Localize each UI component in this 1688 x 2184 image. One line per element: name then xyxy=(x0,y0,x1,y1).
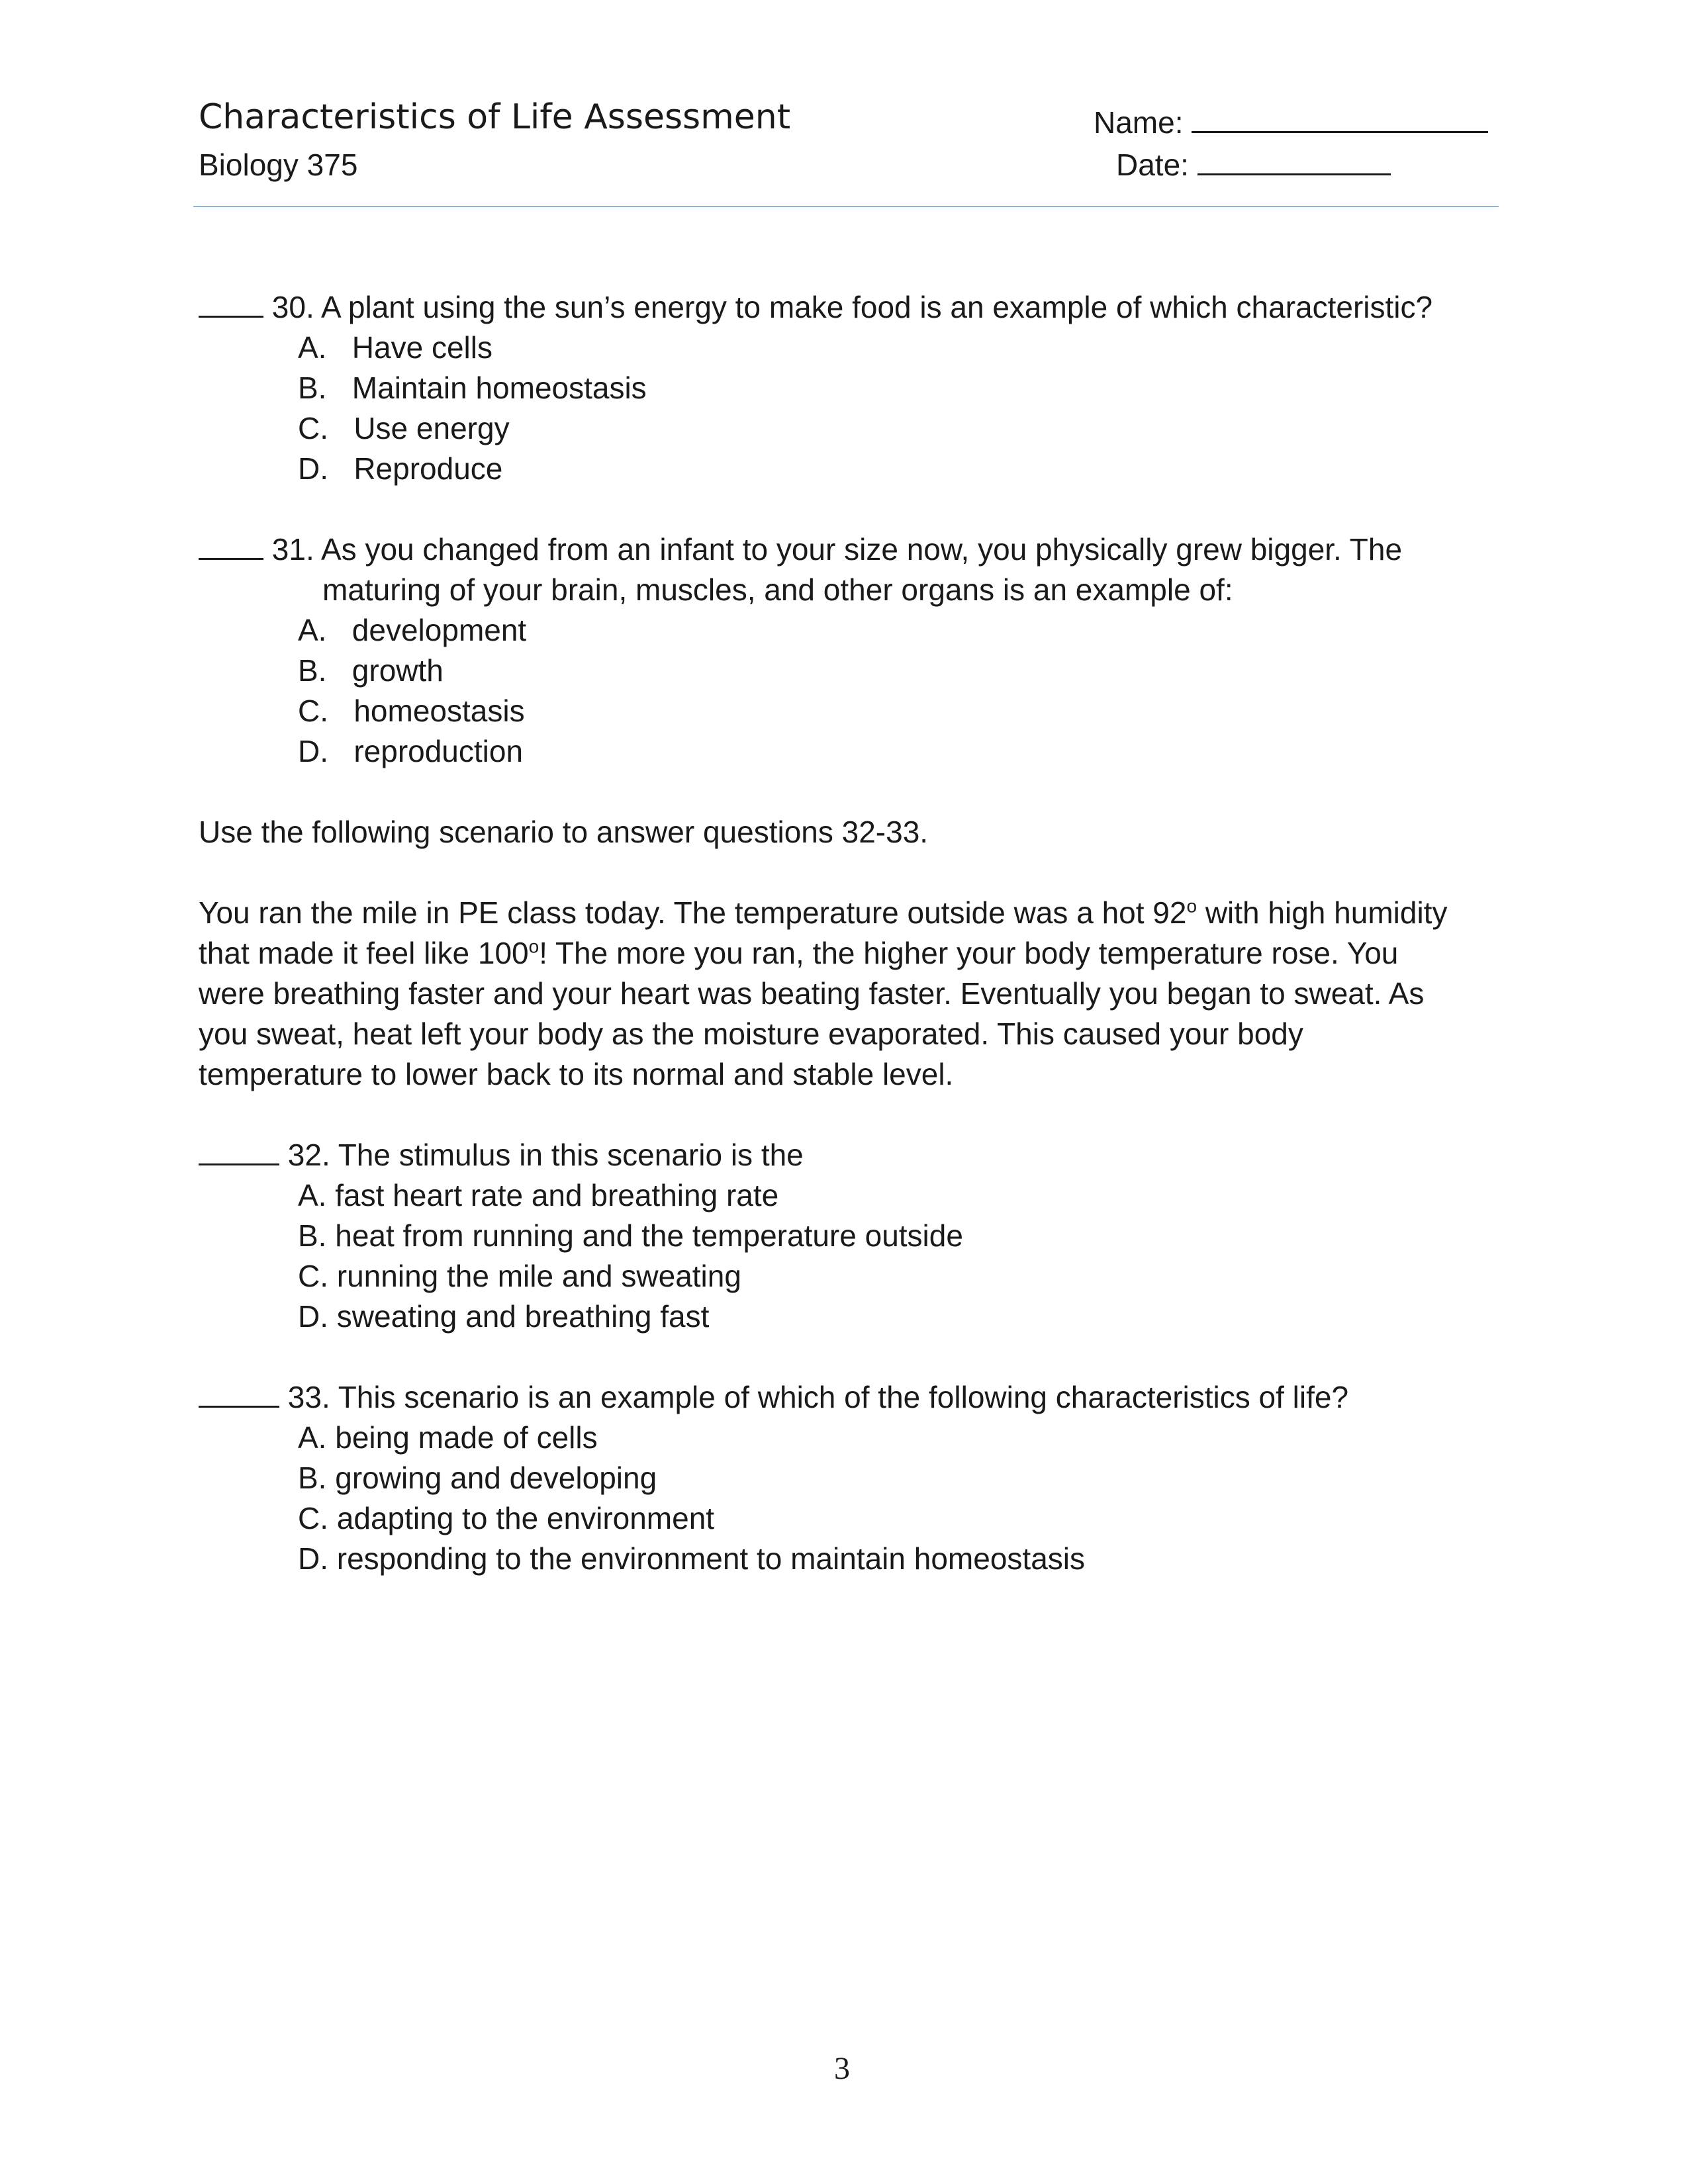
scenario-line-2: that made it feel like 100$^o$! The more you ran, the higher your body temperature rose. You xyxy=(199,936,1399,970)
option-31-c: C. homeostasis xyxy=(298,694,525,728)
answer-blank-32[interactable] xyxy=(199,1137,279,1165)
date-blank[interactable] xyxy=(1197,147,1391,175)
option-30-d: D. Reproduce xyxy=(298,451,503,486)
question-31 xyxy=(199,529,1402,570)
question-number: 32. xyxy=(287,1138,330,1172)
degree-symbol: o xyxy=(528,936,539,957)
name-label: Name: xyxy=(1094,105,1184,140)
question-33 xyxy=(199,1377,1348,1418)
answer-blank-31[interactable] xyxy=(199,531,263,560)
header-divider xyxy=(193,206,1499,207)
option-33-b: B. growing and developing xyxy=(298,1461,657,1495)
scenario-line-4: you sweat, heat left your body as the moisture evaporated. This caused your body xyxy=(199,1017,1303,1051)
name-field[interactable] xyxy=(1094,105,1488,140)
degree-symbol: o xyxy=(1186,895,1197,917)
page-title: Characteristics of Life Assessment xyxy=(199,97,791,137)
option-32-c: C. running the mile and sweating xyxy=(298,1259,741,1293)
option-31-b: B. growth xyxy=(298,653,444,688)
question-number: 33. xyxy=(287,1380,330,1414)
question-30 xyxy=(199,287,1432,328)
option-32-d: D. sweating and breathing fast xyxy=(298,1299,710,1334)
option-31-d: D. reproduction xyxy=(298,734,524,768)
option-31-a: A. development xyxy=(298,613,527,647)
date-field[interactable] xyxy=(1116,147,1391,183)
option-33-a: A. being made of cells xyxy=(298,1420,598,1455)
question-32 xyxy=(199,1135,804,1175)
question-prompt: A plant using the sun’s energy to make food is an example of which characteristic? xyxy=(320,290,1433,324)
scenario-line-3: were breathing faster and your heart was beating faster. Eventually you began to sweat. As xyxy=(199,976,1425,1011)
scenario-instruction: Use the following scenario to answer questions 32-33. xyxy=(199,815,929,849)
option-30-b: B. Maintain homeostasis xyxy=(298,371,647,405)
course-label: Biology 375 xyxy=(199,148,358,182)
question-prompt-line1: As you changed from an infant to your size now, you physically grew bigger. The xyxy=(320,532,1403,567)
question-number: 31. xyxy=(271,532,314,567)
option-32-b: B. heat from running and the temperature outside xyxy=(298,1218,963,1253)
name-blank[interactable] xyxy=(1192,105,1488,133)
scenario-line-5: temperature to lower back to its normal and stable level. xyxy=(199,1057,954,1091)
scenario-line-1: You ran the mile in PE class today. The temperature outside was a hot 92$^o$ with high humidity xyxy=(199,895,1448,930)
date-label: Date: xyxy=(1116,148,1189,182)
answer-blank-33[interactable] xyxy=(199,1379,279,1408)
question-prompt: The stimulus in this scenario is the xyxy=(338,1138,804,1172)
question-prompt: This scenario is an example of which of the following characteristics of life? xyxy=(338,1380,1349,1414)
answer-blank-30[interactable] xyxy=(199,289,263,318)
option-30-a: A. Have cells xyxy=(298,330,492,365)
question-number: 30. xyxy=(271,290,314,324)
question-prompt-line2: maturing of your brain, muscles, and other organs is an example of: xyxy=(322,572,1233,607)
option-32-a: A. fast heart rate and breathing rate xyxy=(298,1178,779,1212)
page-number: 3 xyxy=(834,2051,850,2086)
option-33-d: D. responding to the environment to maintain homeostasis xyxy=(298,1541,1085,1576)
option-33-c: C. adapting to the environment xyxy=(298,1501,715,1535)
option-30-c: C. Use energy xyxy=(298,411,510,445)
